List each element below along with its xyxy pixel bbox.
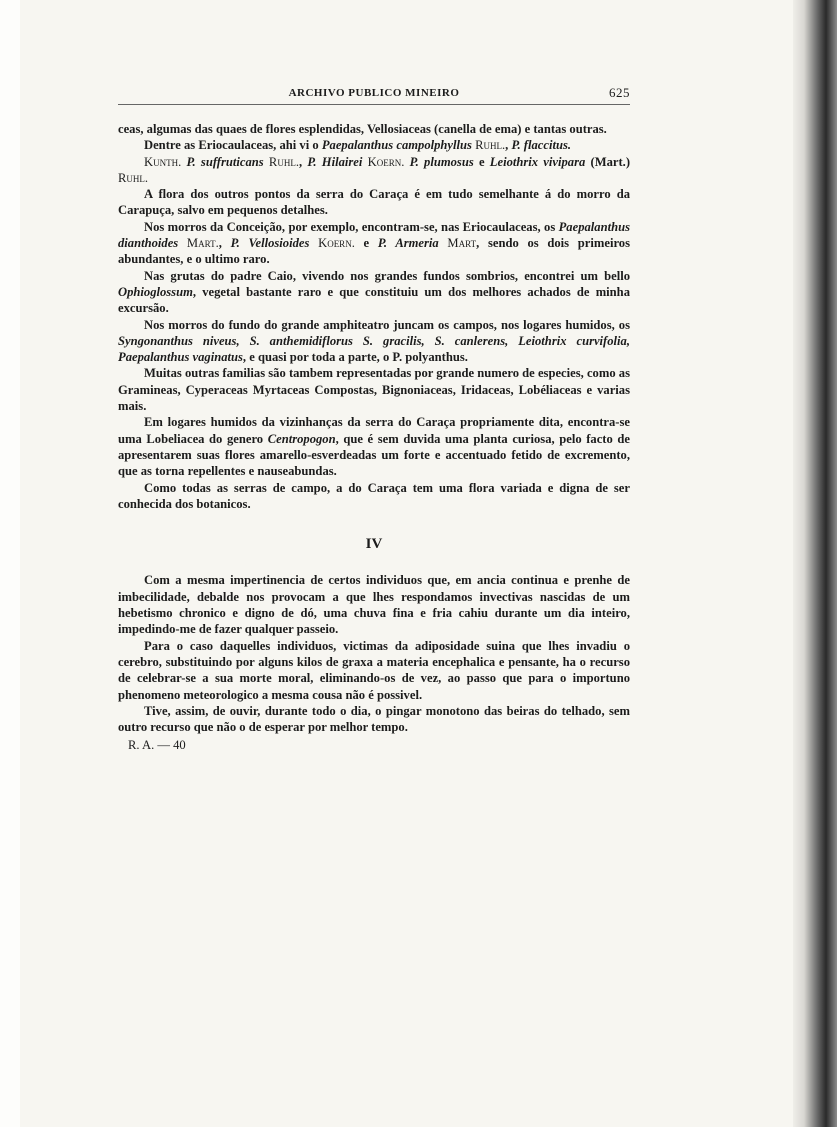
text-run: , xyxy=(298,154,308,169)
italic-text: Syngonanthus niveus, S. anthemidiflorus S. gracilis, S. canlerens, Leiothrix curvifolia, Paepalanthus vaginatus xyxy=(118,333,630,365)
text-run: Com a mesma impertinencia de certos individuos que, em ancia continua e prenhe de imbecilidade, debalde nos provocam a que lhes respondamos invectivas nascidas de um hebetismo chronico e digno de dó, uma chuva fina e fria cahiu durante um dia inteiro, impedindo-me de fazer qualquer passeio. xyxy=(118,573,630,637)
scan-left-margin xyxy=(0,0,20,1127)
paragraph xyxy=(118,638,630,703)
paragraph xyxy=(118,268,630,317)
running-header xyxy=(118,84,630,105)
italic-text: Paepalanthus campolphyllus xyxy=(321,138,472,153)
italic-text: Ophioglossum xyxy=(118,284,193,299)
text-run: e xyxy=(473,154,490,169)
italic-text: P. Armeria xyxy=(377,236,439,251)
italic-text: P. suffruticans xyxy=(186,154,264,169)
paragraph xyxy=(118,219,630,268)
book-spine-edge xyxy=(793,0,837,1127)
text-run: , vegetal bastante raro e que constituiu um dos melhores achados de minha excursão. xyxy=(118,284,630,316)
italic-text: Leiothrix vivipara xyxy=(489,154,586,169)
book-page xyxy=(118,84,630,754)
section-heading: IV xyxy=(365,536,383,553)
text-run: Como todas as serras de campo, a do Caraça tem uma flora variada e digna de ser conhecida dos botanicos. xyxy=(118,480,630,511)
text-run: Nos morros do fundo do grande amphiteatro juncam os campos, nos logares humidos, os xyxy=(144,317,630,332)
paragraph xyxy=(118,414,630,479)
text-run: Em logares humidos da vizinhanças da serra do Caraça propriamente dita, encontra-se uma Lobeliacea do genero xyxy=(118,415,630,446)
text-run xyxy=(309,236,318,250)
author-abbrev: Kunth. xyxy=(144,154,182,169)
text-run: , que é sem duvida uma planta curiosa, pelo facto de apresentarem suas flores amarello-esverdeadas um forte e accentuado fetido de excremento, que as torna repellentes e nauseabundas. xyxy=(118,431,630,479)
text-run: Dentre as Eriocaulaceas, ahi vi o xyxy=(144,138,322,153)
body-text xyxy=(118,121,630,754)
text-run: Muitas outras familias são tambem representadas por grande numero de especies, como as Gramineas, Cyperaceas Myrtaceas Compostas, Bignoniaceas, Iridaceas, Lobéliaceas e varias mais. xyxy=(118,366,630,414)
text-run: ceas, algumas das quaes de flores esplendidas, Vellosiaceas (canella de ema) e tantas outras. xyxy=(118,122,607,136)
footer-signature: R. A. — 40 xyxy=(128,738,186,753)
text-run: , e quasi por toda a parte, o P. polyanthus. xyxy=(242,350,468,365)
italic-text: P. Hilairei xyxy=(307,154,363,169)
text-run: Tive, assim, de ouvir, durante todo o dia, o pingar monotono das beiras do telhado, sem outro recurso que não o de esperar por melhor tempo. xyxy=(118,703,630,735)
text-run: e xyxy=(354,236,378,251)
paragraph xyxy=(118,137,630,153)
paragraph xyxy=(118,317,630,366)
page-number: 625 xyxy=(609,85,630,100)
paragraph xyxy=(118,154,630,187)
italic-text: P. flaccitus. xyxy=(511,138,572,153)
text-run: A flora dos outros pontos da serra do Caraça é em tudo semelhante á do morro da Carapuça, salvo em pequenos detalhes. xyxy=(118,187,630,218)
paragraph xyxy=(118,365,630,414)
text-run: , xyxy=(505,138,512,153)
paragraph xyxy=(118,480,630,513)
paragraph xyxy=(118,572,630,637)
italic-text: P. Vellosioides xyxy=(230,236,310,251)
text-run: , xyxy=(218,236,231,251)
paragraph xyxy=(118,121,630,137)
text-run: (Mart.) xyxy=(585,154,631,169)
paragraphs-section-iii xyxy=(118,121,630,512)
italic-text: Paepalanthus dianthoides xyxy=(118,219,630,251)
author-abbrev: Mart xyxy=(447,236,477,251)
author-abbrev: Koern. xyxy=(367,154,405,169)
text-run xyxy=(178,236,187,250)
text-run: Para o caso daquelles individuos, victimas da adiposidade suina que lhes invadiu o cerebro, substituindo por alguns kilos de graxa a materia encephalica e pensante, ha o recurso de celebrar-se a sua morte moral, eliminando-os de vez, ao passo que para o importuno phenomeno meteorologico a mesma cousa não é possivel. xyxy=(118,638,630,702)
italic-text: Centropogon xyxy=(267,431,336,446)
paragraphs-section-iv xyxy=(118,572,630,735)
author-abbrev: Ruhl. xyxy=(118,170,149,185)
text-run: Nos morros da Conceição, por exemplo, encontram-se, nas Eriocaulaceas, os xyxy=(144,219,559,234)
header-title: ARCHIVO PUBLICO MINEIRO xyxy=(288,87,460,99)
author-abbrev: Koern. xyxy=(318,236,355,251)
paragraph xyxy=(118,186,630,219)
author-abbrev: Ruhl. xyxy=(268,154,299,169)
paragraph xyxy=(118,703,630,736)
author-abbrev: Ruhl. xyxy=(475,138,506,153)
italic-text: P. plumosus xyxy=(409,154,474,169)
author-abbrev: Mart. xyxy=(186,236,219,251)
text-run: Nas grutas do padre Caio, vivendo nos grandes fundos sombrios, encontrei um bello xyxy=(144,268,630,283)
text-run: , sendo os dois primeiros abundantes, e o ultimo raro. xyxy=(118,236,631,267)
